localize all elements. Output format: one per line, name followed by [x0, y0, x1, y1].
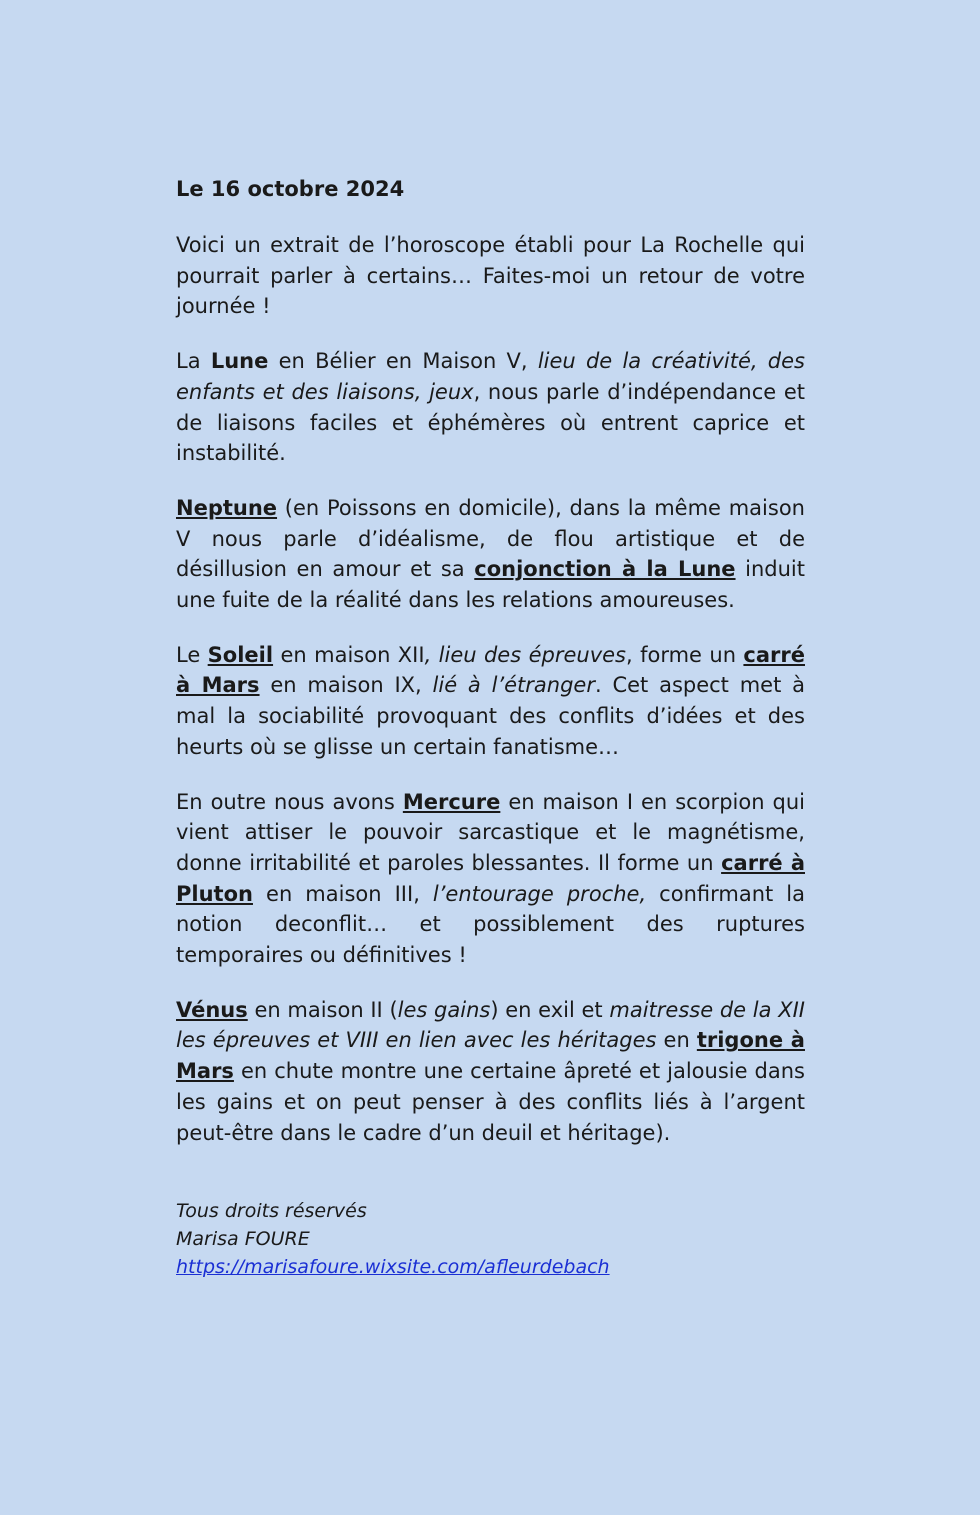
term-conjonction-lune: conjonction à la Lune — [474, 557, 736, 582]
term-venus: Vénus — [176, 997, 248, 1022]
term-lune: Lune — [210, 349, 269, 374]
signature-block — [176, 1197, 610, 1281]
website-link[interactable]: https://marisafoure.wixsite.com/afleurdebach — [176, 1256, 610, 1278]
term-soleil: Soleil — [207, 642, 274, 667]
paragraph-venus: Vénus en maison II (les gains) en exil et maitresse de la XII les épreuves et VIII en lien avec les héritages en trigone à Mars en chute montre une certaine âpreté et jalousie dans les gains et on peut penser à des conflits liés à l’argent peut-être dans le cadre d’un deuil et héritage). — [176, 997, 805, 1145]
term-carre-mars: carré à Mars — [176, 642, 805, 698]
term-mercure: Mercure — [402, 789, 501, 814]
article-body — [176, 172, 805, 1172]
rights-notice: Tous droits réservés — [176, 1200, 367, 1222]
paragraph-lune: La Lune en Bélier en Maison V, lieu de la créativité, des enfants et des liaisons, jeux, nous parle d’indépendance et de liaisons faciles et éphémères où entrent caprice et instabilité. — [176, 349, 805, 466]
paragraph-soleil: Le Soleil en maison XII, lieu des épreuves, forme un carré à Mars en maison IX, lié à l’étranger. Cet aspect met à mal la sociabilité provoquant des conflits d’idées et des heurts où se glisse un certain fanatisme… — [176, 642, 806, 759]
paragraph-neptune: Neptune (en Poissons en domicile), dans la même maison V nous parle d’idéalisme, de flou artistique et de désillusion en amour et sa conjonction à la Lune induit une fuite de la réalité dans les relations amoureuses. — [176, 495, 806, 613]
paragraph-mercure: En outre nous avons Mercure en maison I en scorpion qui vient attiser le pouvoir sarcastique et le magnétisme, donne irritabilité et paroles blessantes. Il forme un carré à Pluton en maison III, l’entourage proche, confirmant la notion deconflit… et possiblement des ruptures temporaires ou définitives ! — [176, 789, 805, 968]
term-neptune: Neptune — [176, 495, 278, 520]
term-trigone-mars: trigone à Mars — [176, 1028, 805, 1084]
term-carre-pluton: carré à Pluton — [176, 850, 805, 906]
author-name: Marisa FOURE — [176, 1228, 310, 1250]
article-date: Le 16 octobre 2024 — [176, 177, 405, 201]
paragraph-intro: Voici un extrait de l’horoscope établi pour La Rochelle qui pourrait parler à certains… Faites-moi un retour de votre journée ! — [176, 233, 805, 319]
